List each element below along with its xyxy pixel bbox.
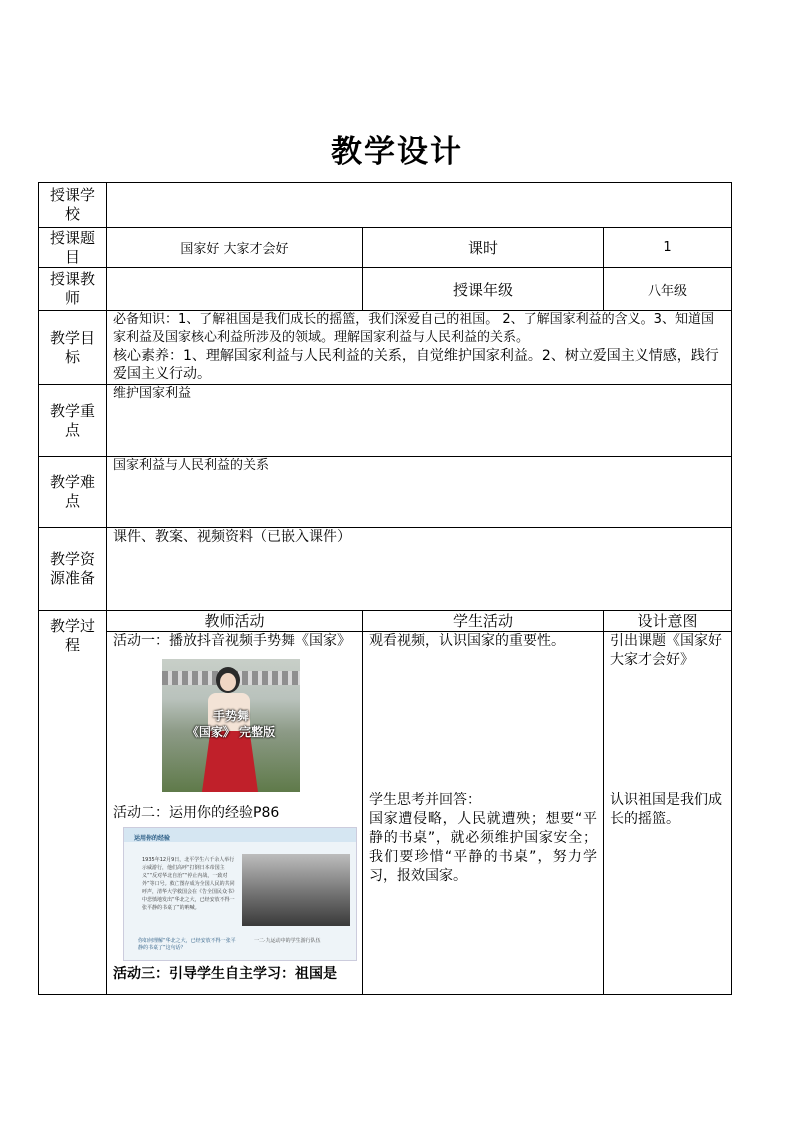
col-design-intent: 设计意图 bbox=[604, 611, 732, 632]
row-school bbox=[39, 183, 732, 228]
textbook-header: 运用你的经验 bbox=[134, 835, 171, 842]
grade-value: 八年级 bbox=[604, 268, 732, 311]
difficulty-label: 教学难 点 bbox=[39, 457, 107, 528]
row-goal bbox=[39, 311, 732, 385]
col-student-activity: 学生活动 bbox=[363, 611, 604, 632]
school-value bbox=[107, 183, 732, 228]
student-activity-1: 观看视频，认识国家的重要性。 bbox=[369, 633, 565, 649]
row-process-body bbox=[39, 632, 732, 995]
activity-3: 活动三：引导学生自主学习：祖国是 bbox=[113, 966, 337, 982]
activity-1: 活动一：播放抖音视频手势舞《国家》 bbox=[113, 633, 351, 649]
page-title: 教学设计 bbox=[331, 134, 463, 170]
row-topic bbox=[39, 228, 732, 268]
textbook-text: 1935年12月9日，北平学生六千余人举行示威游行，他们高呼“打倒日本帝国主义”“反对华北自治”“停止内战，一致对外”等口号。救亡图存成为全国人民的共同呼声，清华大学救国会在《告全国民众书》中悲愤地发出“华北之大，已经安放不得一张平静的书桌了”的呐喊。 bbox=[142, 857, 238, 911]
focus-label: 教学重 点 bbox=[39, 385, 107, 457]
row-process-header bbox=[39, 611, 732, 632]
design-intents bbox=[604, 632, 732, 995]
teacher-value bbox=[107, 268, 363, 311]
row-teacher bbox=[39, 268, 732, 311]
dancer-face bbox=[220, 673, 236, 691]
row-focus bbox=[39, 385, 732, 457]
goal-label: 教学目 标 bbox=[39, 311, 107, 385]
historic-photo bbox=[242, 854, 350, 926]
video-thumbnail bbox=[162, 659, 300, 792]
design-intent-2: 认识祖国是我们成长的摇篮。 bbox=[610, 792, 722, 827]
topic-value: 国家好 大家才会好 bbox=[107, 228, 363, 268]
row-resource bbox=[39, 528, 732, 611]
col-teacher-activity: 教师活动 bbox=[107, 611, 363, 632]
grade-label: 授课年级 bbox=[363, 268, 604, 311]
textbook-excerpt-image bbox=[123, 827, 357, 961]
goal-knowledge: 必备知识：1、了解祖国是我们成长的摇篮，我们深爱自己的祖国。 2、了解国家利益的含义。3、知道国家利益及国家核心利益所涉及的领域。理解国家利益与人民利益的关系。 bbox=[113, 312, 714, 345]
goal-literacy: 核心素养：1、理解国家利益与人民利益的关系，自觉维护国家利益。2、树立爱国主义情感，践行爱国主义行动。 bbox=[113, 348, 719, 382]
lesson-plan-table bbox=[38, 182, 732, 995]
row-difficulty bbox=[39, 457, 732, 528]
video-caption-2: 《国家》 完整版 bbox=[186, 725, 276, 739]
student-activities bbox=[363, 632, 604, 995]
focus-value: 维护国家利益 bbox=[107, 385, 732, 457]
period-value: 1 bbox=[604, 228, 732, 268]
difficulty-value: 国家利益与人民利益的关系 bbox=[107, 457, 732, 528]
textbook-photo-caption: 一二·九运动中的学生游行队伍 bbox=[254, 938, 321, 944]
resource-label: 教学资 源准备 bbox=[39, 528, 107, 611]
process-label: 教学过 程 bbox=[39, 611, 107, 995]
school-label: 授课学 校 bbox=[39, 183, 107, 228]
video-caption-1: 手势舞 bbox=[212, 709, 249, 723]
teacher-label: 授课教 师 bbox=[39, 268, 107, 311]
student-activity-2-body: 国家遭侵略，人民就遭殃；想要“平静的书桌”，就必须维护国家安全；我们要珍惜“平静的书桌”，努力学习，报效国家。 bbox=[369, 811, 597, 884]
activity-2: 活动二：运用你的经验P86 bbox=[113, 805, 280, 821]
textbook-question: 你如何理解“华北之大，已经安放不得一张平静的书桌了”这句话？ bbox=[138, 938, 236, 951]
student-activity-2-title: 学生思考并回答： bbox=[369, 792, 481, 808]
design-intent-1: 引出课题《国家好 大家才会好》 bbox=[610, 633, 722, 668]
resource-value: 课件、教案、视频资料（已嵌入课件） bbox=[107, 528, 732, 611]
topic-label: 授课题 目 bbox=[39, 228, 107, 268]
teacher-activities bbox=[107, 632, 363, 995]
period-label: 课时 bbox=[363, 228, 604, 268]
goal-value bbox=[107, 311, 732, 385]
